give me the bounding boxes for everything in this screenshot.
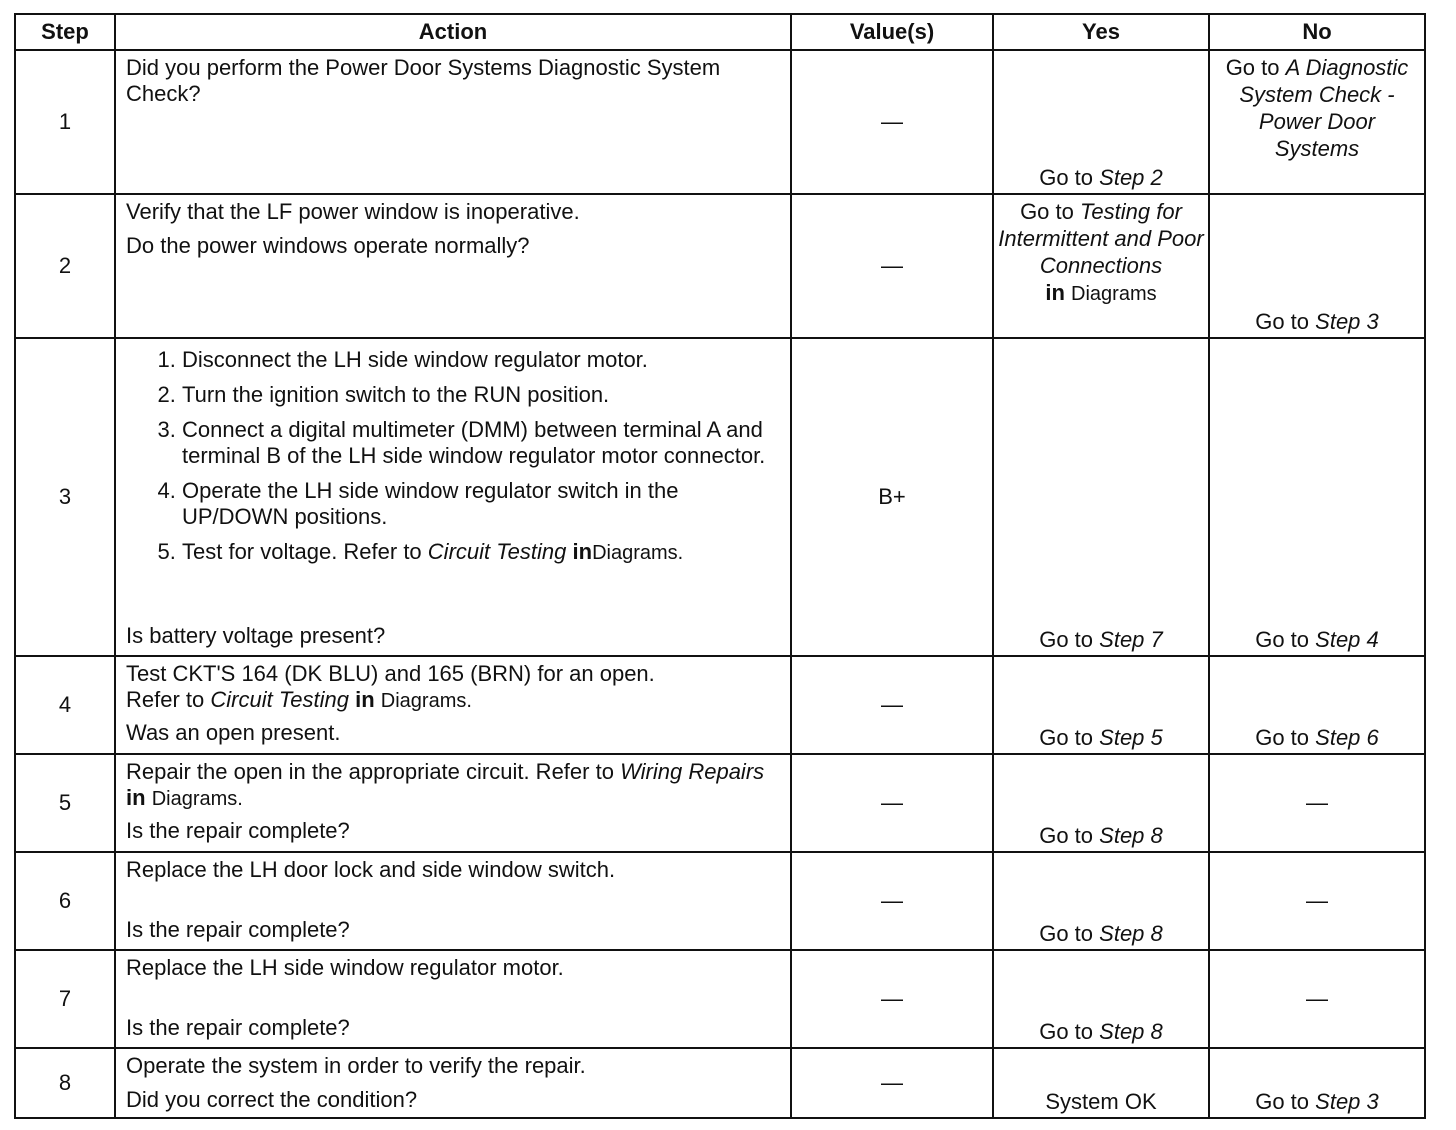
header-action: Action	[115, 14, 791, 50]
action-cell	[115, 338, 791, 656]
yes-link[interactable]: Step 7	[1099, 627, 1163, 652]
header-values: Value(s)	[791, 14, 993, 50]
action-line2-suffix: Diagrams.	[380, 690, 472, 712]
no-cell: —	[1209, 852, 1425, 950]
action-steps-list	[126, 347, 774, 575]
yes-cell	[993, 656, 1209, 754]
step-number: 1	[15, 50, 115, 194]
action-text: Replace the LH side window regulator motor.	[126, 955, 564, 980]
action-cell	[115, 194, 791, 338]
no-cell	[1209, 338, 1425, 656]
value-cell: —	[791, 754, 993, 852]
no-prefix: Go to	[1255, 725, 1310, 750]
step-number: 2	[15, 194, 115, 338]
yes-cell	[993, 754, 1209, 852]
step-number: 5	[15, 754, 115, 852]
table-row	[15, 194, 1425, 338]
no-cell	[1209, 194, 1425, 338]
value-cell: —	[791, 656, 993, 754]
list-item: 1. Disconnect the LH side window regulator motor.	[182, 347, 774, 373]
action-text: Verify that the LF power window is inoperative.	[126, 199, 580, 224]
yes-prefix: Go to	[1039, 921, 1094, 946]
action-line2-prefix: Refer to	[126, 687, 205, 712]
action-question: Do the power windows operate normally?	[126, 233, 530, 258]
no-link[interactable]: Step 3	[1315, 309, 1379, 334]
action-cell	[115, 950, 791, 1048]
action-line1-in: in	[126, 785, 146, 810]
table-row	[15, 1048, 1425, 1118]
action-question: Is the repair complete?	[126, 917, 350, 942]
yes-cell	[993, 950, 1209, 1048]
yes-cell	[993, 50, 1209, 194]
action-cell	[115, 50, 791, 194]
list-item: 3. Connect a digital multimeter (DMM) between terminal A and terminal B of the LH side window regulator motor connector.	[182, 417, 774, 469]
no-prefix: Go to	[1255, 309, 1310, 334]
yes-link[interactable]: Step 5	[1099, 725, 1163, 750]
list-item-suffix: Diagrams.	[592, 542, 684, 564]
value-cell: B+	[791, 338, 993, 656]
action-text: Did you perform the Power Door Systems Diagnostic System Check?	[126, 55, 721, 106]
wiring-repairs-link[interactable]: Wiring Repairs	[620, 759, 765, 784]
action-line1-prefix: Repair the open in the appropriate circuit. Refer to	[126, 759, 614, 784]
action-cell	[115, 852, 791, 950]
header-yes: Yes	[993, 14, 1209, 50]
list-item-prefix: Test for voltage. Refer to	[182, 539, 422, 564]
action-question: Is the repair complete?	[126, 1015, 350, 1040]
yes-in: in	[1045, 280, 1065, 305]
yes-diagrams: Diagrams	[1071, 283, 1157, 305]
list-item-in: in	[572, 539, 593, 564]
step-number: 6	[15, 852, 115, 950]
header-no: No	[1209, 14, 1425, 50]
no-link[interactable]: Step 6	[1315, 725, 1379, 750]
action-question: Was an open present.	[126, 720, 341, 745]
action-cell	[115, 1048, 791, 1118]
value-cell: —	[791, 194, 993, 338]
yes-prefix: Go to	[1039, 823, 1094, 848]
action-question: Is the repair complete?	[126, 818, 350, 843]
action-line1: Test CKT'S 164 (DK BLU) and 165 (BRN) for an open.	[126, 661, 655, 686]
yes-link[interactable]: Step 8	[1099, 921, 1163, 946]
table-row	[15, 852, 1425, 950]
value-cell: —	[791, 50, 993, 194]
no-cell	[1209, 50, 1425, 194]
no-cell	[1209, 1048, 1425, 1118]
value-cell: —	[791, 852, 993, 950]
yes-cell	[993, 194, 1209, 338]
no-prefix: Go to	[1255, 627, 1310, 652]
circuit-testing-link[interactable]: Circuit Testing	[210, 687, 349, 712]
step-number: 4	[15, 656, 115, 754]
step-number: 8	[15, 1048, 115, 1118]
table-row	[15, 950, 1425, 1048]
action-text: Operate the system in order to verify the repair.	[126, 1053, 586, 1078]
yes-prefix: Go to	[1039, 165, 1094, 190]
action-cell	[115, 656, 791, 754]
action-text	[126, 661, 780, 714]
table-row	[15, 656, 1425, 754]
action-line2-in: in	[355, 687, 375, 712]
no-link[interactable]: Step 4	[1315, 627, 1379, 652]
yes-link[interactable]: Step 8	[1099, 1019, 1163, 1044]
no-link[interactable]: A Diagnostic System Check - Power Door Systems	[1239, 55, 1409, 161]
yes-cell	[993, 852, 1209, 950]
table-row	[15, 754, 1425, 852]
action-question: Did you correct the condition?	[126, 1087, 418, 1112]
yes-cell: System OK	[993, 1048, 1209, 1118]
yes-link[interactable]: Testing for Intermittent and Poor Connections	[998, 199, 1204, 278]
yes-prefix: Go to	[1020, 199, 1074, 224]
list-item	[182, 539, 774, 566]
yes-link[interactable]: Step 8	[1099, 823, 1163, 848]
action-cell	[115, 754, 791, 852]
no-cell: —	[1209, 754, 1425, 852]
yes-prefix: Go to	[1039, 725, 1094, 750]
table-row	[15, 50, 1425, 194]
no-prefix: Go to	[1225, 55, 1280, 80]
no-cell: —	[1209, 950, 1425, 1048]
list-item: 2. Turn the ignition switch to the RUN position.	[182, 382, 774, 408]
no-prefix: Go to	[1255, 1089, 1310, 1114]
value-cell: —	[791, 950, 993, 1048]
yes-prefix: Go to	[1039, 1019, 1094, 1044]
no-link[interactable]: Step 3	[1315, 1089, 1379, 1114]
action-line1-suffix: Diagrams.	[151, 788, 243, 810]
action-text: Replace the LH door lock and side window switch.	[126, 857, 616, 882]
yes-prefix: Go to	[1039, 627, 1094, 652]
header-row	[15, 14, 1425, 50]
table-row	[15, 338, 1425, 656]
value-cell: —	[791, 1048, 993, 1118]
yes-link[interactable]: Step 2	[1099, 165, 1163, 190]
header-step: Step	[15, 14, 115, 50]
action-question: Is battery voltage present?	[126, 623, 386, 648]
action-text	[126, 759, 780, 812]
circuit-testing-link[interactable]: Circuit Testing	[427, 539, 567, 564]
list-item: 4. Operate the LH side window regulator switch in the UP/DOWN positions.	[182, 478, 774, 530]
diagnostic-table	[14, 13, 1426, 1119]
step-number: 3	[15, 338, 115, 656]
step-number: 7	[15, 950, 115, 1048]
no-cell	[1209, 656, 1425, 754]
yes-cell	[993, 338, 1209, 656]
diagnostic-table-container	[14, 13, 1426, 1119]
